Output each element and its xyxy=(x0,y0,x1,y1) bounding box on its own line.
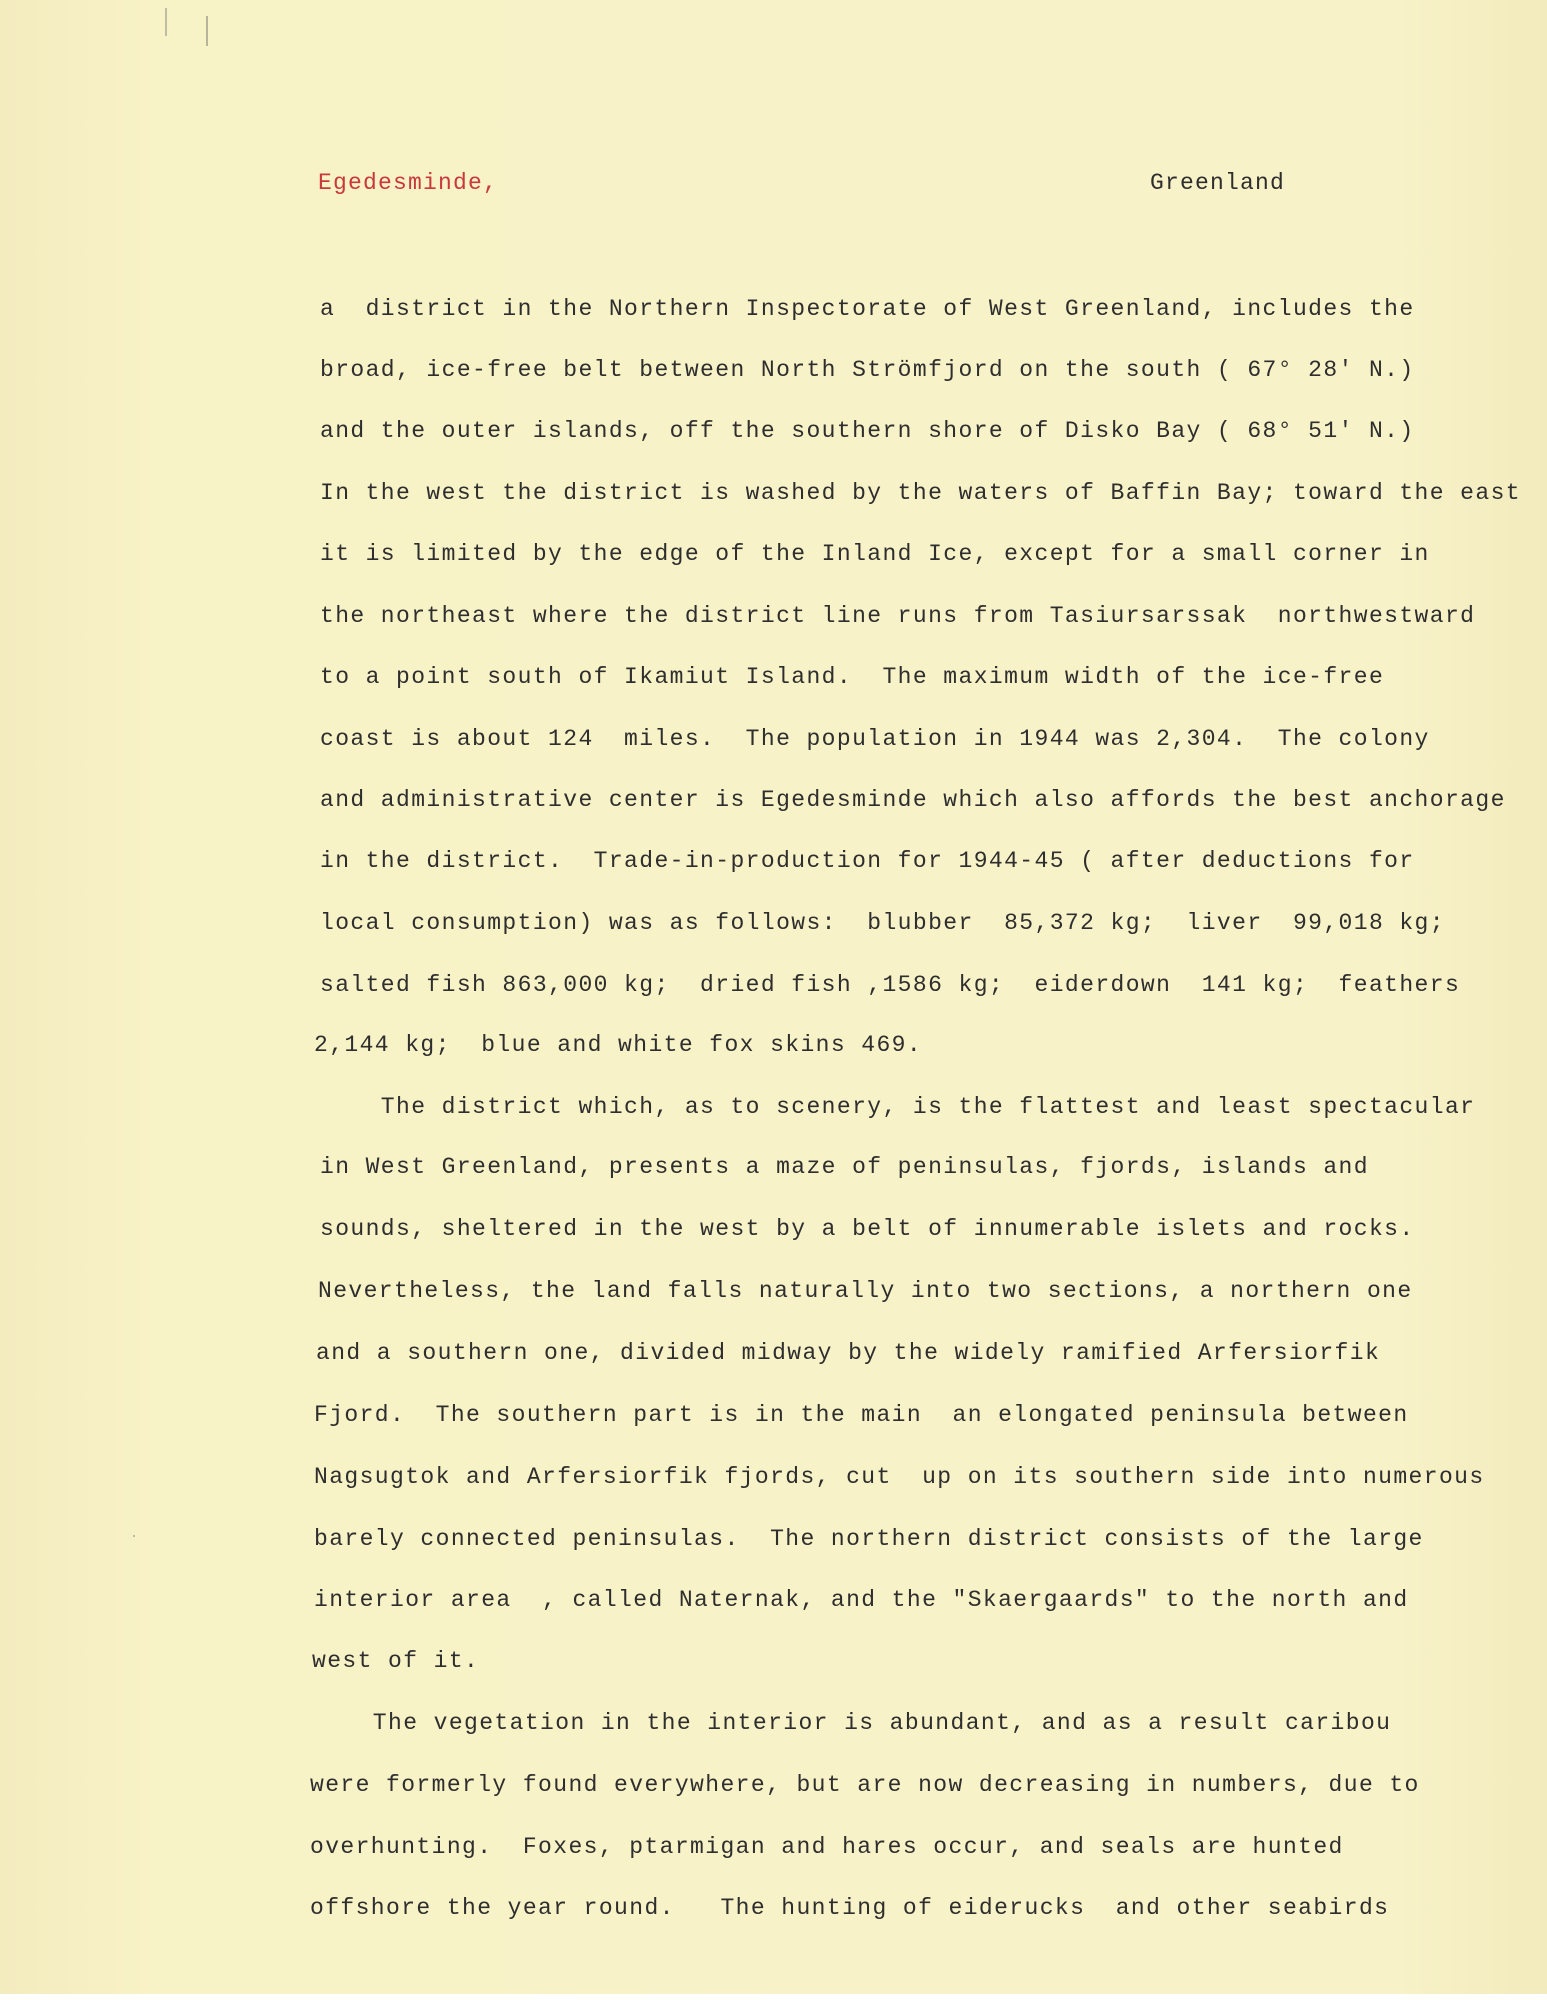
text-line: were formerly found everywhere, but are now decreasing in numbers, due to xyxy=(310,1772,1420,1798)
text-line: Nagsugtok and Arfersiorfik fjords, cut up on its southern side into numerous xyxy=(314,1464,1485,1490)
paper-mark xyxy=(133,1535,135,1537)
text-line: barely connected peninsulas. The northern district consists of the large xyxy=(314,1526,1424,1552)
text-line: and a southern one, divided midway by the widely ramified Arfersiorfik xyxy=(316,1340,1381,1366)
text-line: overhunting. Foxes, ptarmigan and hares occur, and seals are hunted xyxy=(310,1834,1344,1860)
text-line: broad, ice-free belt between North Strömfjord on the south ( 67° 28' N.) xyxy=(320,357,1415,383)
text-line: salted fish 863,000 kg; dried fish ,1586 kg; eiderdown 141 kg; feathers xyxy=(320,972,1461,998)
text-line: coast is about 124 miles. The population in 1944 was 2,304. The colony xyxy=(320,726,1430,752)
text-line: The district which, as to scenery, is the flattest and least spectacular xyxy=(320,1094,1476,1120)
text-line: sounds, sheltered in the west by a belt of innumerable islets and rocks. xyxy=(320,1216,1415,1242)
text-line: offshore the year round. The hunting of eiderucks and other seabirds xyxy=(310,1895,1390,1921)
text-line: west of it. xyxy=(312,1648,480,1674)
text-line: 2,144 kg; blue and white fox skins 469. xyxy=(314,1032,923,1058)
text-line: interior area , called Naternak, and the "Skaergaards" to the north and xyxy=(314,1587,1409,1613)
text-line: in the district. Trade-in-production for 1944-45 ( after deductions for xyxy=(320,848,1415,874)
paper-mark xyxy=(206,16,208,46)
text-line: a district in the Northern Inspectorate of West Greenland, includes the xyxy=(320,296,1415,322)
text-line: in West Greenland, presents a maze of peninsulas, fjords, islands and xyxy=(320,1154,1369,1180)
text-line: The vegetation in the interior is abundant, and as a result caribou xyxy=(312,1710,1392,1736)
text-line: and administrative center is Egedesminde which also affords the best anchorage xyxy=(320,787,1506,813)
text-line: it is limited by the edge of the Inland Ice, except for a small corner in xyxy=(320,541,1430,567)
text-line: to a point south of Ikamiut Island. The maximum width of the ice-free xyxy=(320,664,1385,690)
text-line: the northeast where the district line runs from Tasiursarssak northwestward xyxy=(320,603,1476,629)
text-line: In the west the district is washed by the waters of Baffin Bay; toward the east xyxy=(320,480,1521,506)
page-header xyxy=(0,170,1547,200)
text-line: and the outer islands, off the southern shore of Disko Bay ( 68° 51' N.) xyxy=(320,418,1415,444)
page-bottom-edge xyxy=(0,1994,1547,2000)
paper-mark xyxy=(165,8,167,36)
region-heading: Greenland xyxy=(1150,170,1286,196)
text-line: Fjord. The southern part is in the main an elongated peninsula between xyxy=(314,1402,1409,1428)
place-heading: Egedesminde, xyxy=(318,170,499,196)
text-line: Nevertheless, the land falls naturally into two sections, a northern one xyxy=(318,1278,1413,1304)
text-line: local consumption) was as follows: blubber 85,372 kg; liver 99,018 kg; xyxy=(320,910,1445,936)
